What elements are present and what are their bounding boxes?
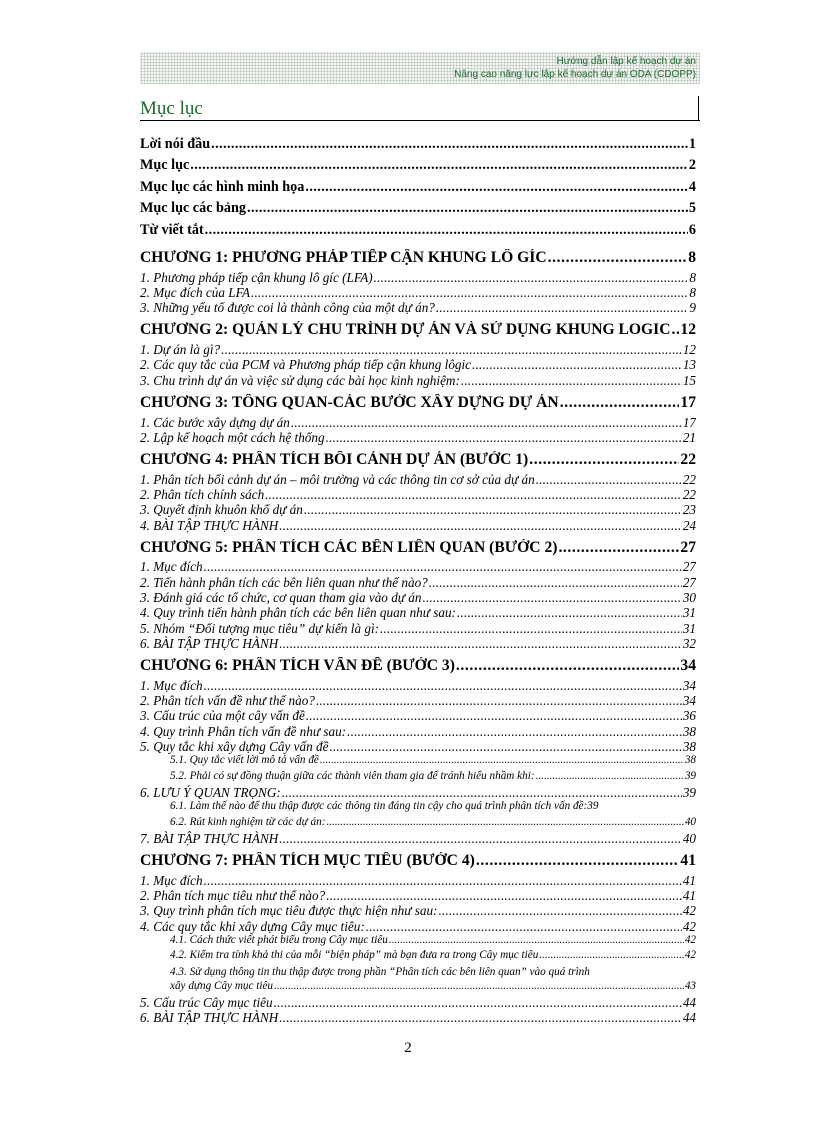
toc-leader-dots [320,754,684,766]
toc-leader-dots [326,816,683,828]
toc-entry-text: 2. Phân tích mục tiêu như thế nào? [140,888,326,904]
toc-entry-text: 5.2. Phải có sự đồng thuận giữa các thành viên tham gia để tránh hiểu nhầm khi: [170,769,535,782]
toc-leader-dots [204,559,682,574]
toc-leader-dots [347,724,682,739]
toc-entry[interactable] [140,200,696,221]
toc-entry-page: 34 [680,657,696,675]
table-of-contents [140,136,696,1026]
toc-entry-page: 22 [680,451,696,469]
toc-entry-page: 41 [682,872,696,888]
toc-entry-page: 21 [682,429,696,445]
running-header [140,52,700,84]
toc-leader-dots [274,995,682,1010]
toc-entry-text: 2. Lập kế hoạch một cách hệ thống [140,429,325,445]
toc-leader-dots [247,200,688,217]
toc-leader-dots [429,575,682,590]
toc-entry-page: 44 [682,995,696,1011]
toc-entry-text: CHƯƠNG 6: PHÂN TÍCH VẤN ĐỀ (BƯỚC 3) [140,657,455,675]
toc-leader-dots [304,502,682,517]
toc-entry-page: 8 [688,248,696,266]
toc-entry[interactable] [140,873,696,888]
toc-leader-dots [221,342,682,357]
toc-entry-page: 30 [682,590,696,606]
toc-leader-dots [389,934,684,946]
toc-leader-dots [457,605,682,620]
toc-entry[interactable] [140,451,696,472]
toc-entry-text: 1. Phân tích bối cảnh dự án – môi trường và các thông tin cơ sở của dự án [140,471,535,487]
toc-entry-text: 4.3. Sử dụng thông tin thu thập được trong phần “Phân tích các bên liên quan” vào quá trình [170,965,590,978]
toc-entry[interactable] [140,487,696,502]
toc-entry-text: 6.2. Rút kinh nghiệm từ các dự án: [170,815,326,828]
toc-entry-page: 2 [688,157,696,174]
toc-entry[interactable] [140,342,696,357]
toc-entry-page: 23 [682,502,696,518]
toc-entry-text: 3. Đánh giá các tổ chức, cơ quan tham gia vào dự án [140,590,422,606]
toc-leader-dots [380,621,682,636]
toc-leader-dots [672,321,680,339]
toc-entry-page: 38 [682,723,696,739]
toc-leader-dots [374,270,689,285]
toc-entry-page: 38 [684,754,696,767]
toc-entry-text: 3. Những yếu tố được coi là thành công của một dự án? [140,300,435,316]
toc-entry-text: 4.1. Cách thức viết phát biểu trong Cây mục tiêu [170,933,388,946]
toc-entry[interactable] [140,754,696,769]
toc-entry[interactable] [140,222,696,243]
toc-leader-dots [476,852,680,870]
toc-entry-text: 2. Phân tích vấn đề như thế nào? [140,693,315,709]
toc-entry[interactable] [140,179,696,200]
toc-entry[interactable] [140,136,696,157]
toc-entry-text: 6. BÀI TẬP THỰC HÀNH [140,635,279,651]
toc-entry-text: CHƯƠNG 7: PHÂN TÍCH MỤC TIÊU (BƯỚC 4) [140,852,475,870]
toc-entry-page: 36 [682,708,696,724]
toc-leader-dots [456,657,680,675]
toc-entry[interactable] [140,1010,696,1025]
toc-entry-page: 38 [682,739,696,755]
toc-entry-text: 5.1. Quy tắc viết lời mô tả vấn đề [170,754,319,767]
toc-leader-dots [536,770,684,782]
toc-entry-page: 39 [587,800,599,813]
toc-entry-text: 2. Các quy tắc của PCM và Phương pháp tiếp cận khung lôgic [140,357,472,373]
toc-leader-dots [560,394,680,412]
toc-leader-dots [265,487,682,502]
toc-entry[interactable] [140,888,696,903]
toc-entry-text: 6. LƯU Ý QUAN TRỌNG: [140,784,281,800]
toc-leader-dots [279,636,682,651]
toc-entry-text: 2. Phân tích chính sách [140,487,265,502]
toc-leader-dots [472,357,682,372]
toc-entry-page: 42 [684,933,696,946]
toc-leader-dots [279,831,682,846]
toc-entry-text: Mục lục [140,157,190,174]
toc-entry-text: Mục lục các bảng [140,200,247,217]
toc-entry[interactable] [140,678,696,693]
toc-entry[interactable] [140,949,696,964]
toc-entry-page: 27 [682,559,696,575]
toc-entry-page: 42 [682,918,696,934]
toc-entry[interactable] [140,852,696,873]
toc-entry[interactable] [140,539,696,560]
toc-entry[interactable] [140,518,696,533]
toc-entry-text: 3. Cấu trúc của một cây vấn đề [140,708,305,724]
toc-entry-page: 43 [684,979,696,992]
toc-entry-text: 2. Tiến hành phân tích các bên liên quan như thế nào? [140,574,428,590]
toc-entry-page: 31 [682,605,696,621]
toc-entry-text: 2. Mục đích của LFA [140,284,250,300]
toc-entry-page: 15 [682,372,696,388]
toc-leader-dots [205,222,688,239]
toc-entry-page: 32 [682,635,696,651]
toc-entry-page: 24 [682,517,696,533]
toc-entry-text: CHƯƠNG 1: PHƯƠNG PHÁP TIẾP CẬN KHUNG LÔ GÍC [140,248,547,266]
toc-entry-text: CHƯƠNG 2: QUẢN LÝ CHU TRÌNH DỰ ÁN VÀ SỬ DỤNG KHUNG LOGIC [140,321,671,339]
toc-entry-text: 5. Cấu trúc Cây mục tiêu [140,995,273,1011]
toc-leader-dots [190,157,688,174]
toc-entry-page: 41 [682,888,696,904]
toc-entry[interactable] [140,739,696,754]
toc-leader-dots [536,472,682,487]
toc-leader-dots [204,678,682,693]
toc-entry[interactable] [140,636,696,651]
toc-leader-dots [291,415,682,430]
toc-entry-page: 8 [689,284,696,300]
toc-entry-text: xây dựng Cây mục tiêu [170,979,274,992]
toc-entry-page: 8 [689,269,696,285]
toc-leader-dots [251,285,688,300]
toc-entry[interactable] [140,657,696,678]
toc-entry-text: 5. Quy tắc khi xây dựng Cây vấn đề [140,739,329,755]
toc-leader-dots [329,739,681,754]
toc-leader-dots [539,949,683,961]
toc-entry[interactable] [140,903,696,918]
toc-entry[interactable] [140,249,696,270]
toc-entry[interactable] [140,285,696,300]
toc-entry-page: 22 [682,487,696,502]
page-number: 2 [404,1040,412,1056]
toc-entry[interactable] [140,785,696,800]
toc-entry[interactable] [140,708,696,723]
toc-entry[interactable] [140,430,696,445]
toc-entry[interactable] [140,575,696,590]
toc-entry[interactable] [140,831,696,846]
toc-entry-page: 22 [682,471,696,487]
toc-entry[interactable] [140,621,696,636]
toc-entry-text: 7. BÀI TẬP THỰC HÀNH [140,830,279,846]
toc-entry-page: 44 [682,1010,696,1026]
toc-leader-dots [211,136,688,153]
toc-entry-text: 1. Các bước xây dựng dự án [140,414,290,430]
toc-entry[interactable] [140,816,696,831]
toc-entry[interactable] [140,502,696,517]
toc-leader-dots [326,430,682,445]
toc-entry[interactable] [140,373,696,388]
toc-entry[interactable] [140,965,696,980]
toc-entry-page: 42 [682,903,696,919]
toc-leader-dots [279,518,682,533]
toc-entry-text: CHƯƠNG 5: PHÂN TÍCH CÁC BÊN LIÊN QUAN (BƯỚC 2) [140,538,558,556]
toc-entry[interactable] [140,415,696,430]
toc-entry-text: 4. BÀI TẬP THỰC HÀNH [140,517,279,533]
toc-entry-page: 31 [682,620,696,636]
toc-entry-text: 3. Quy trình phân tích mục tiêu được thực hiện như sau: [140,903,438,919]
toc-leader-dots [529,451,679,469]
toc-entry-page: 42 [684,949,696,962]
toc-entry-text: 1. Mục đích [140,677,203,693]
toc-entry-page: 41 [680,852,696,870]
toc-leader-dots [274,980,684,992]
title-side-rule [698,96,699,121]
toc-entry-page: 40 [682,830,696,846]
toc-entry[interactable] [140,270,696,285]
toc-entry[interactable] [140,980,696,995]
toc-entry-page: 4 [688,178,696,195]
toc-leader-dots [204,873,682,888]
toc-entry-page: 12 [680,321,696,339]
toc-entry-text: 4.2. Kiểm tra tính khả thi của mỗi “biện pháp” mà bạn đưa ra trong Cây mục tiêu [170,949,539,962]
toc-entry[interactable] [140,693,696,708]
toc-entry-text: CHƯƠNG 3: TỔNG QUAN-CÁC BƯỚC XÂY DỰNG DỰ ÁN [140,393,559,411]
toc-entry-text: 4. Quy trình Phân tích vấn đề như sau: [140,723,347,739]
toc-entry-text: 5. Nhóm “Đối tượng mục tiêu” dự kiến là gì: [140,620,380,636]
toc-leader-dots [461,373,682,388]
header-line-2: Nâng cao năng lực lập kế hoạch dự án ODA (CDOPP) [454,69,696,80]
toc-entry[interactable] [140,800,696,815]
toc-leader-dots [306,708,682,723]
toc-leader-dots [282,785,682,800]
toc-entry[interactable] [140,472,696,487]
toc-entry[interactable] [140,605,696,620]
toc-leader-dots [422,590,681,605]
toc-entry-page: 17 [682,414,696,430]
toc-entry[interactable] [140,919,696,934]
toc-entry[interactable] [140,357,696,372]
toc-entry-text: Lời nói đầu [140,136,211,152]
toc-entry-text: 6. BÀI TẬP THỰC HÀNH [140,1010,279,1026]
header-line-1: Hướng dẫn lập kế hoạch dự án [556,56,696,67]
toc-entry[interactable] [140,157,696,178]
toc-entry[interactable] [140,724,696,739]
toc-leader-dots [558,539,679,557]
toc-leader-dots [436,300,689,315]
toc-leader-dots [438,903,681,918]
toc-entry[interactable] [140,770,696,785]
toc-entry-text: 1. Mục đích [140,872,203,888]
toc-entry-page: 39 [682,784,696,800]
toc-entry-text: 3. Chu trình dự án và việc sử dụng các bài học kinh nghiệm: [140,372,460,388]
toc-entry-page: 13 [682,357,696,373]
toc-entry-page: 27 [682,574,696,590]
toc-entry-page: 17 [680,393,696,411]
toc-entry-page: 1 [688,136,696,152]
toc-leader-dots [279,1010,682,1025]
toc-entry-text: 1. Phương pháp tiếp cận khung lô gíc (LFA) [140,269,373,285]
toc-entry[interactable] [140,559,696,574]
toc-entry[interactable] [140,321,696,342]
title-underline [140,120,700,121]
toc-entry-page: 12 [682,342,696,358]
toc-entry-text: 1. Dự án là gì? [140,342,221,358]
toc-leader-dots [326,888,682,903]
page-title: Mục lục [140,98,203,119]
toc-entry-text: 4. Quy trình tiến hành phân tích các bên liên quan như sau: [140,605,456,621]
toc-entry-page: 34 [682,693,696,709]
toc-leader-dots [366,919,682,934]
toc-entry-page: 39 [684,769,696,782]
toc-entry[interactable] [140,934,696,949]
toc-entry-page: 40 [684,815,696,828]
toc-entry-page: 34 [682,677,696,693]
toc-entry[interactable] [140,995,696,1010]
toc-entry[interactable] [140,394,696,415]
toc-entry[interactable] [140,590,696,605]
toc-entry-page: 6 [688,221,696,238]
toc-leader-dots [305,179,688,196]
toc-entry-page: 9 [689,300,696,316]
toc-entry-text: Mục lục các hình minh họa [140,178,305,195]
toc-entry-text: CHƯƠNG 4: PHÂN TÍCH BỐI CẢNH DỰ ÁN (BƯỚC 1) [140,451,529,469]
toc-entry-page: 5 [688,200,696,217]
toc-entry-text: 6.1. Làm thế nào để thu thập được các thông tin đáng tin cậy cho quá trình phân tích vấn đề: [170,800,588,813]
toc-entry[interactable] [140,300,696,315]
toc-entry-text: 3. Quyết định khuôn khổ dự án [140,502,303,518]
toc-entry-text: Từ viết tắt [140,221,204,238]
toc-entry-text: 1. Mục đích [140,559,203,575]
toc-leader-dots [316,693,682,708]
toc-leader-dots [548,249,688,267]
toc-entry-page: 27 [680,538,696,556]
toc-entry-text: 4. Các quy tắc khi xây dựng Cây mục tiêu: [140,918,365,934]
